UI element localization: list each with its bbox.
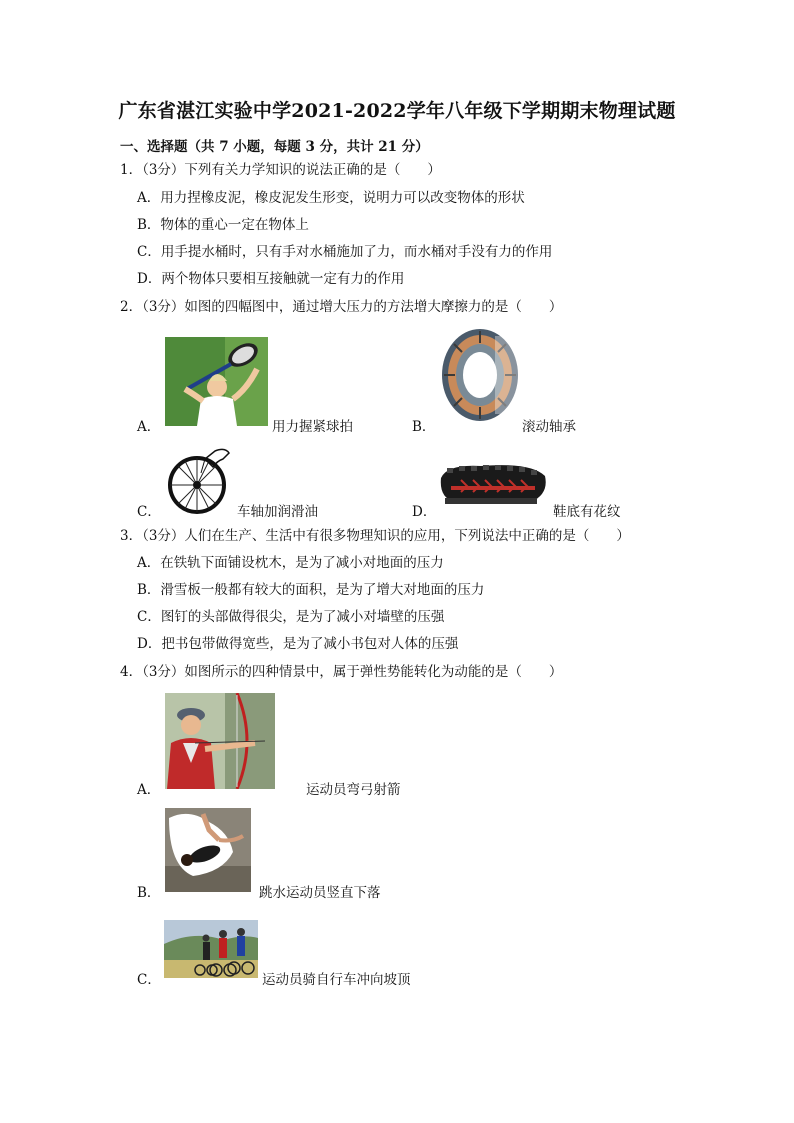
diver-image bbox=[165, 808, 251, 892]
bicycle-wheel-oiling-image bbox=[165, 445, 237, 515]
question-4-option-a-caption: 运动员弯弓射箭 bbox=[306, 782, 401, 798]
question-2-option-b-caption: 滚动轴承 bbox=[522, 419, 576, 435]
question-4-option-b-caption: 跳水运动员竖直下落 bbox=[259, 885, 381, 901]
question-4-option-c-caption: 运动员骑自行车冲向坡顶 bbox=[262, 972, 411, 988]
question-2-option-a-letter: A． bbox=[137, 419, 161, 435]
question-1-option-d: D．两个物体只要相互接触就一定有力的作用 bbox=[137, 271, 405, 287]
section-heading: 一、选择题（共 7 小题，每题 3 分，共计 21 分） bbox=[120, 139, 429, 155]
question-2-option-c-letter: C． bbox=[137, 504, 161, 520]
question-2-option-d-letter: D． bbox=[412, 504, 437, 520]
question-3-option-b: B．滑雪板一般都有较大的面积，是为了增大对地面的压力 bbox=[137, 582, 485, 598]
question-3-option-a: A．在铁轨下面铺设枕木，是为了减小对地面的压力 bbox=[137, 555, 444, 571]
question-4-option-b-letter: B． bbox=[137, 885, 161, 901]
shoe-sole-image bbox=[437, 458, 549, 512]
question-2-option-b-letter: B． bbox=[412, 419, 436, 435]
question-2-option-c-caption: 车轴加润滑油 bbox=[237, 504, 318, 520]
question-1-option-a: A．用力捏橡皮泥，橡皮泥发生形变，说明力可以改变物体的形状 bbox=[137, 190, 525, 206]
question-3-option-c: C．图钉的头部做得很尖，是为了减小对墙壁的压强 bbox=[137, 609, 445, 625]
question-4-option-a-letter: A． bbox=[137, 782, 161, 798]
question-2-option-a-caption: 用力握紧球拍 bbox=[272, 419, 353, 435]
question-1-stem: 1．（3分）下列有关力学知识的说法正确的是（ ） bbox=[120, 162, 441, 178]
question-2-option-d-caption: 鞋底有花纹 bbox=[553, 504, 621, 520]
question-1-option-b: B．物体的重心一定在物体上 bbox=[137, 217, 309, 233]
cyclists-image bbox=[164, 920, 258, 978]
question-3-option-d: D．把书包带做得宽些，是为了减小书包对人体的压强 bbox=[137, 636, 459, 652]
question-4-stem: 4．（3分）如图所示的四种情景中，属于弹性势能转化为动能的是（ ） bbox=[120, 664, 563, 680]
question-3-stem: 3．（3分）人们在生产、生活中有很多物理知识的应用，下列说法中正确的是（ ） bbox=[120, 528, 630, 544]
question-1-option-c: C．用手提水桶时，只有手对水桶施加了力，而水桶对手没有力的作用 bbox=[137, 244, 553, 260]
page-title: 广东省湛江实验中学2021-2022学年八年级下学期期末物理试题 bbox=[118, 100, 676, 122]
archer-image bbox=[165, 693, 275, 789]
tennis-player-image bbox=[165, 337, 268, 426]
bearing-image bbox=[440, 326, 520, 424]
question-4-option-c-letter: C． bbox=[137, 972, 161, 988]
question-2-stem: 2．（3分）如图的四幅图中，通过增大压力的方法增大摩擦力的是（ ） bbox=[120, 299, 563, 315]
